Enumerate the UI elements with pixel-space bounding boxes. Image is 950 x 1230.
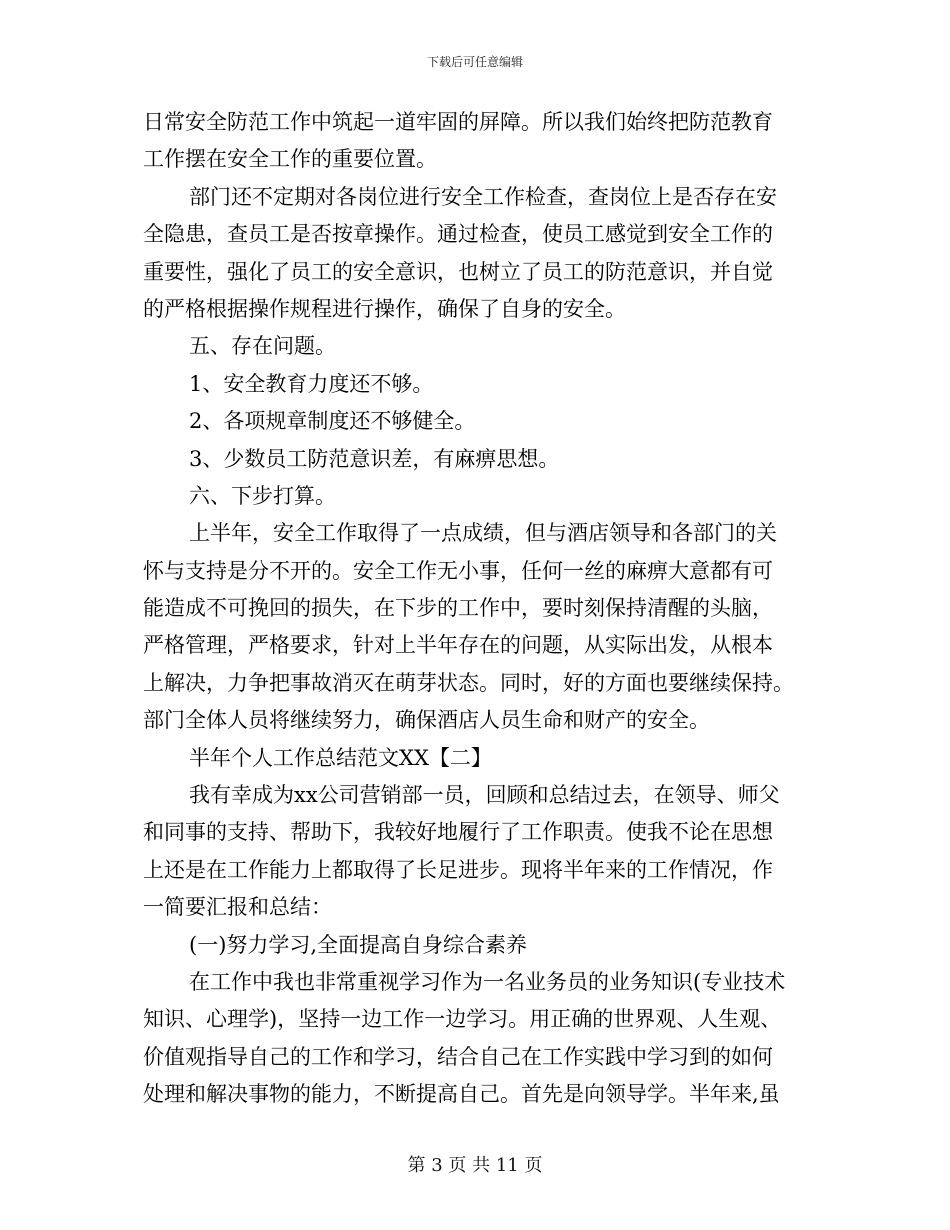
text-line: 知识、心理学)，坚持一边工作一边学习。用正确的世界观、人生观、	[143, 1007, 782, 1032]
page-header: 下载后可任意编辑	[426, 55, 523, 69]
text-line: 价值观指导自己的工作和学习，结合自己在工作实践中学习到的如何	[143, 1044, 773, 1069]
text-line: 全隐患，查员工是否按章操作。通过检查，使员工感觉到安全工作的	[143, 222, 773, 247]
text-line: 一简要汇报和总结：	[143, 895, 332, 920]
text-line: 1、安全教育力度还不够。	[189, 371, 434, 396]
text-line: 五、存在问题。	[189, 334, 336, 359]
text-line: 在工作中我也非常重视学习作为一名业务员的业务知识(专业技术	[189, 969, 786, 994]
text-line: 能造成不可挽回的损失，在下步的工作中，要时刻保持清醒的头脑，	[143, 596, 773, 621]
text-line: (一)努力学习,全面提高自身综合素养	[189, 932, 528, 957]
text-line: 我有幸成为xx公司营销部一员，回顾和总结过去，在领导、师父	[189, 783, 780, 808]
text-line: 部门全体人员将继续努力，确保酒店人员生命和财产的安全。	[143, 708, 710, 733]
text-line: 上半年，安全工作取得了一点成绩，但与酒店领导和各部门的关	[189, 521, 777, 546]
text-line: 部门还不定期对各岗位进行安全工作检查，查岗位上是否存在安	[189, 184, 777, 209]
text-line: 3、少数员工防范意识差，有麻痹思想。	[189, 446, 560, 471]
text-line: 2、各项规章制度还不够健全。	[189, 409, 476, 434]
text-line: 和同事的支持、帮助下，我较好地履行了工作职责。使我不论在思想	[143, 820, 773, 845]
text-line: 的严格根据操作规程进行操作，确保了自身的安全。	[143, 296, 626, 321]
text-line: 上解决，力争把事故消灭在萌芽状态。同时，好的方面也要继续保持。	[143, 670, 794, 695]
text-line: 重要性，强化了员工的安全意识，也树立了员工的防范意识，并自觉	[143, 259, 773, 284]
text-line: 日常安全防范工作中筑起一道牢固的屏障。所以我们始终把防范教育	[143, 110, 773, 134]
text-line: 六、下步打算。	[189, 483, 336, 508]
text-line: 工作摆在安全工作的重要位置。	[143, 147, 437, 172]
text-line: 上还是在工作能力上都取得了长足进步。现将半年来的工作情况，作	[143, 857, 773, 882]
text-line: 怀与支持是分不开的。安全工作无小事，任何一丝的麻痹大意都有可	[143, 558, 773, 583]
document-body	[143, 104, 809, 1114]
text-line: 半年个人工作总结范文XX【二】	[189, 745, 492, 770]
text-line: 处理和解决事物的能力，不断提高自己。首先是向领导学。半年来,虽	[143, 1082, 780, 1107]
text-line: 严格管理，严格要求，针对上半年存在的问题，从实际出发，从根本	[143, 633, 773, 658]
page-footer: 第 3 页 共 11 页	[407, 1155, 543, 1176]
